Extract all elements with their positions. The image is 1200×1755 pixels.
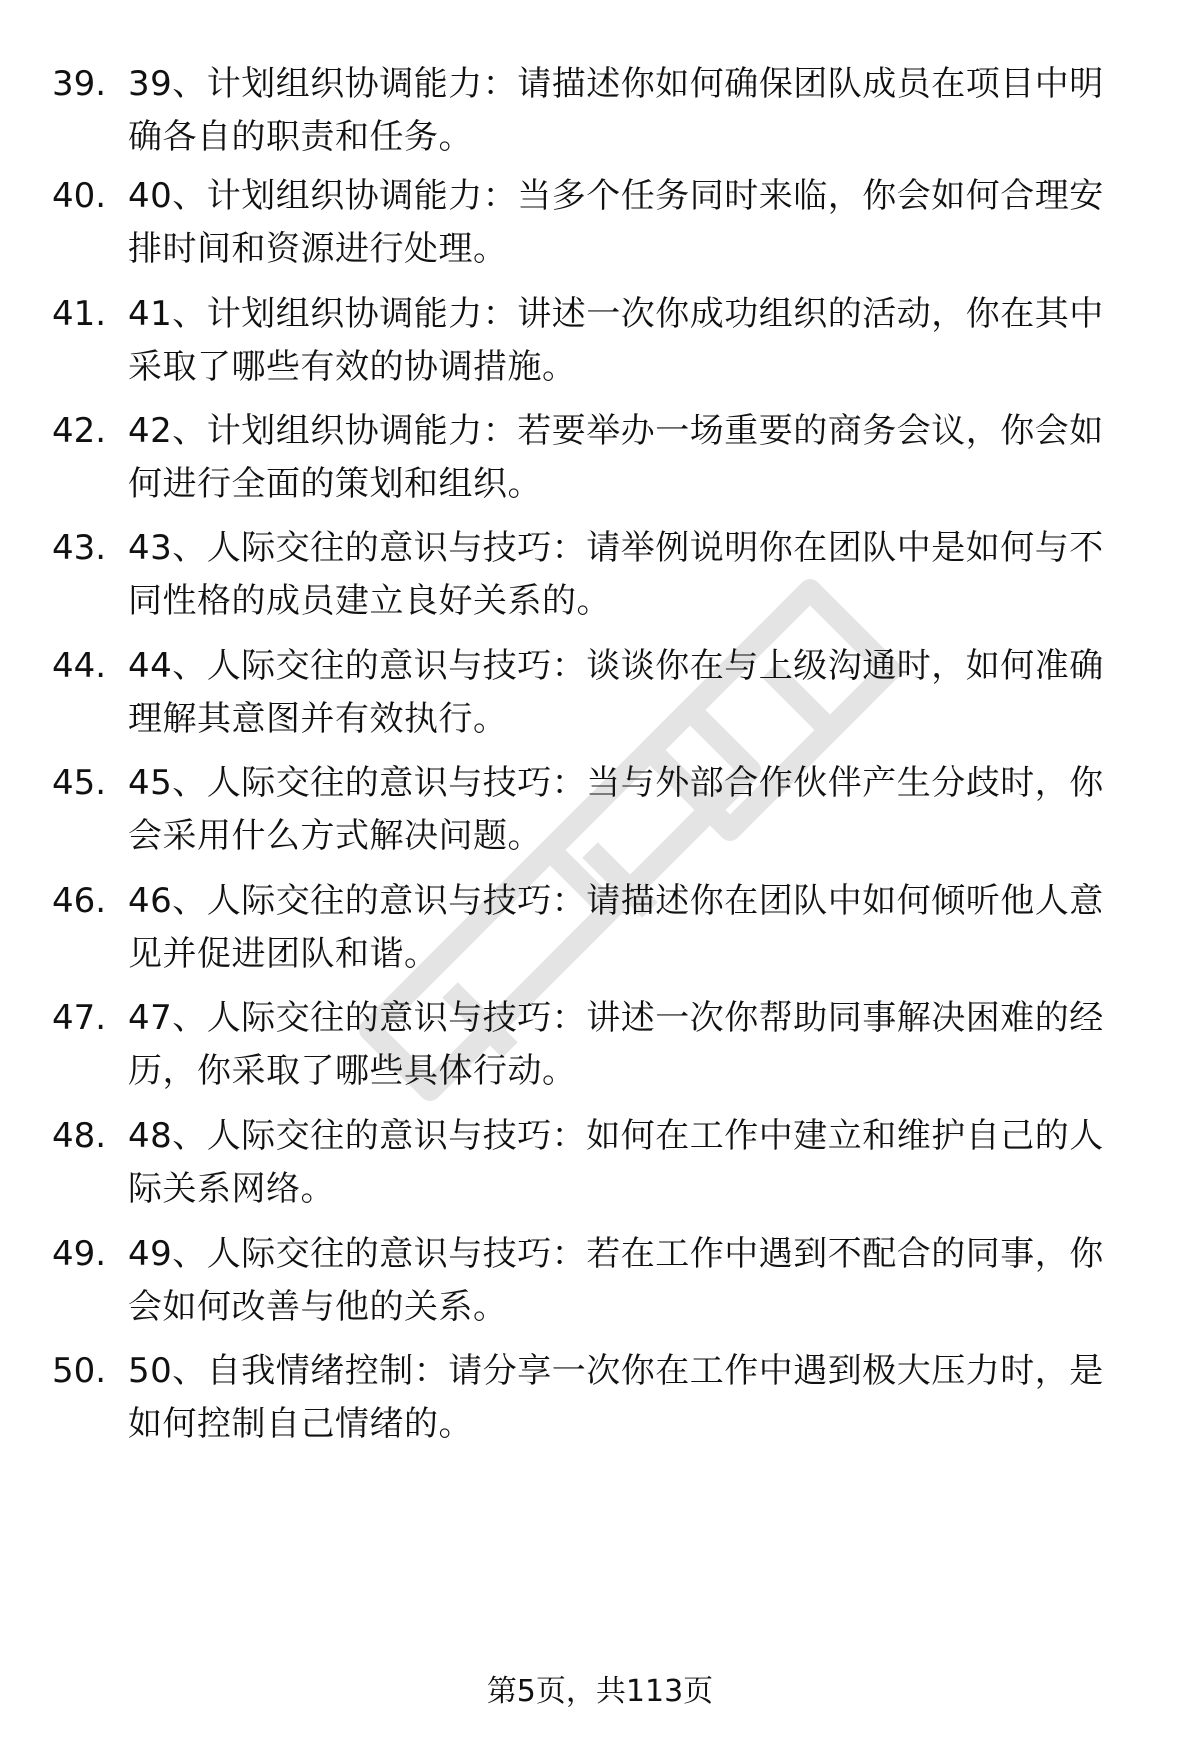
question-text: 48、人际交往的意识与技巧：如何在工作中建立和维护自己的人际关系网络。 <box>128 1116 1104 1209</box>
question-number: 50. <box>52 1351 107 1391</box>
question-item <box>52 1228 1152 1338</box>
question-number: 44. <box>52 646 107 686</box>
question-text: 40、计划组织协调能力：当多个任务同时来临，你会如何合理安排时间和资源进行处理。 <box>128 176 1104 269</box>
question-number: 40. <box>52 176 107 216</box>
question-item <box>52 288 1152 398</box>
question-text: 43、人际交往的意识与技巧：请举例说明你在团队中是如何与不同性格的成员建立良好关系的。 <box>128 528 1104 621</box>
question-text: 39、计划组织协调能力：请描述你如何确保团队成员在项目中明确各自的职责和任务。 <box>128 64 1104 157</box>
question-item <box>52 405 1152 515</box>
question-item <box>52 757 1152 867</box>
question-item <box>52 875 1152 985</box>
question-item <box>52 992 1152 1102</box>
question-item <box>52 58 1152 168</box>
question-item <box>52 1345 1152 1455</box>
question-text: 42、计划组织协调能力：若要举办一场重要的商务会议，你会如何进行全面的策划和组织。 <box>128 411 1104 504</box>
question-number: 39. <box>52 64 107 104</box>
question-number: 41. <box>52 294 107 334</box>
question-number: 47. <box>52 998 107 1038</box>
question-item <box>52 170 1152 280</box>
question-item <box>52 640 1152 750</box>
question-text: 44、人际交往的意识与技巧：谈谈你在与上级沟通时，如何准确理解其意图并有效执行。 <box>128 646 1104 739</box>
question-number: 49. <box>52 1234 107 1274</box>
question-number: 48. <box>52 1116 107 1156</box>
question-text: 46、人际交往的意识与技巧：请描述你在团队中如何倾听他人意见并促进团队和谐。 <box>128 881 1104 974</box>
question-text: 45、人际交往的意识与技巧：当与外部合作伙伴产生分歧时，你会采用什么方式解决问题。 <box>128 763 1104 856</box>
question-number: 42. <box>52 411 107 451</box>
question-number: 46. <box>52 881 107 921</box>
question-text: 47、人际交往的意识与技巧：讲述一次你帮助同事解决困难的经历，你采取了哪些具体行动。 <box>128 998 1104 1091</box>
question-item <box>52 1110 1152 1220</box>
question-text: 41、计划组织协调能力：讲述一次你成功组织的活动，你在其中采取了哪些有效的协调措施。 <box>128 294 1104 387</box>
question-number: 43. <box>52 528 107 568</box>
question-text: 49、人际交往的意识与技巧：若在工作中遇到不配合的同事，你会如何改善与他的关系。 <box>128 1234 1104 1327</box>
question-text: 50、自我情绪控制：请分享一次你在工作中遇到极大压力时，是如何控制自己情绪的。 <box>128 1351 1104 1444</box>
page-number-footer: 第5页，共113页 <box>486 1674 714 1709</box>
question-item <box>52 522 1152 632</box>
question-number: 45. <box>52 763 107 803</box>
